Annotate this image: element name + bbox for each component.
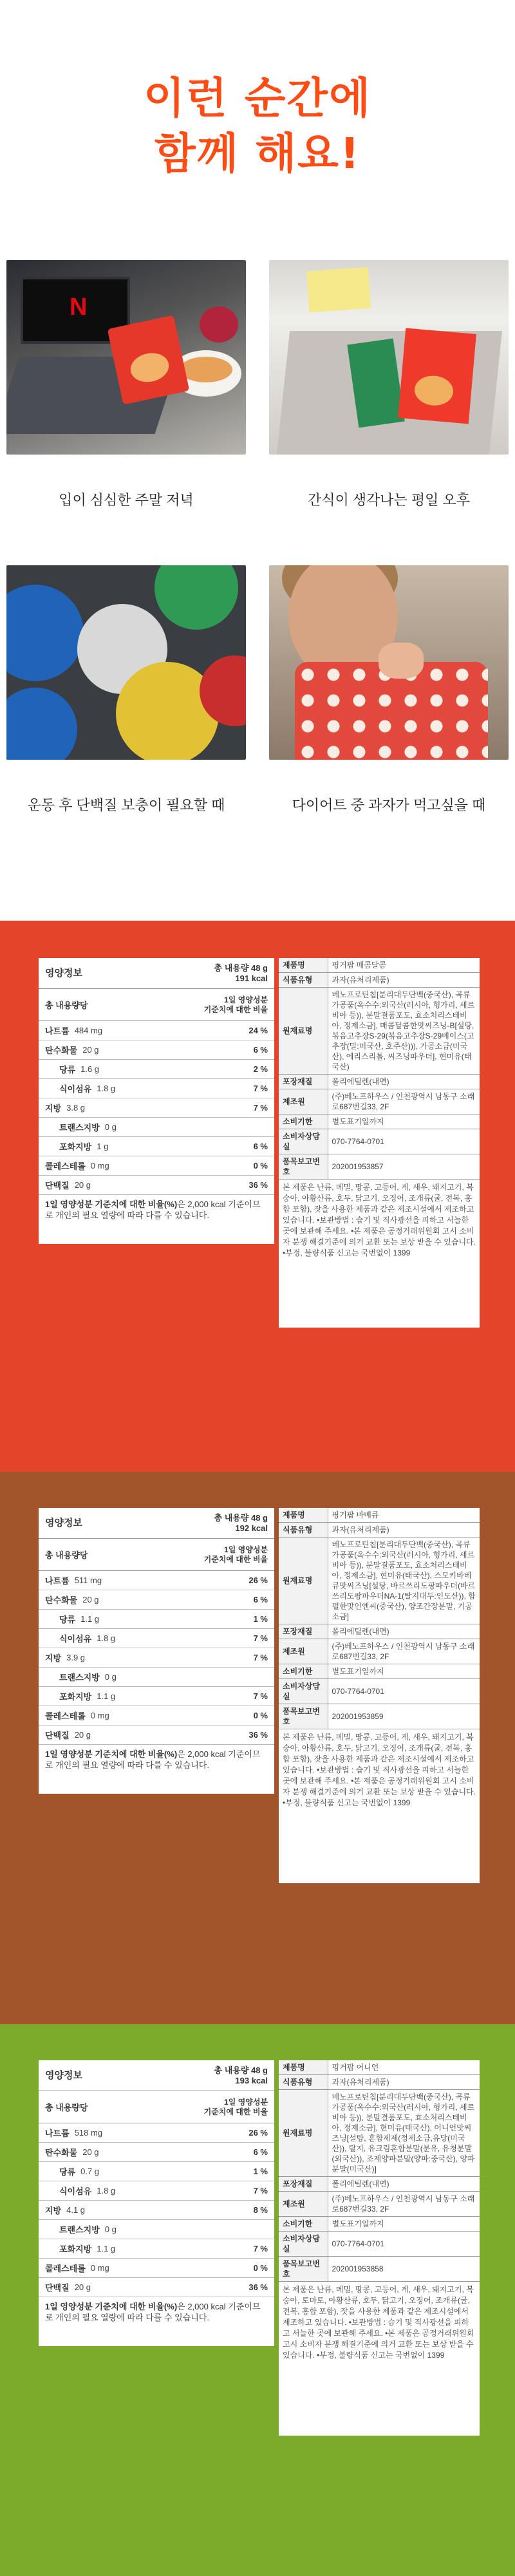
nutrient-row	[39, 1571, 274, 1590]
nutrient-row	[39, 1610, 274, 1629]
product-info-panel	[279, 1508, 480, 1883]
moment-caption: 다이어트 중 과자가 먹고싶을 때	[292, 797, 486, 813]
nutrient-amount: 20 g	[74, 1180, 91, 1190]
info-value: 070-7764-0701	[328, 1679, 480, 1704]
nutrient-percent: 7 %	[253, 1103, 268, 1113]
moment-card-weekend	[6, 260, 246, 565]
nutrient-amount: 3.9 g	[66, 1653, 86, 1662]
nutrient-name: 트랜스지방	[59, 1673, 100, 1682]
nutrient-percent: 7 %	[253, 1691, 268, 1701]
nutrient-amount: 1.8 g	[97, 1084, 116, 1093]
nutrient-name: 트랜스지방	[59, 1123, 100, 1133]
nutrient-name: 단백질	[45, 1731, 70, 1740]
info-row	[279, 1114, 480, 1129]
basis-label: 총 내용량당	[45, 2103, 88, 2112]
product-info-table	[279, 958, 480, 1180]
total-weight: 총 내용량 48 g	[214, 1513, 268, 1523]
product-info-panel	[279, 958, 480, 1328]
info-value: 폴리에틸렌(내면)	[328, 1624, 480, 1639]
nutrient-percent: 26 %	[248, 2128, 268, 2138]
nutrient-amount: 1.8 g	[97, 1633, 116, 1643]
child-cake-photo	[269, 565, 509, 760]
nutrient-percent: 1 %	[253, 1614, 268, 1624]
nutrient-name: 나트륨	[45, 1576, 70, 1586]
nutrient-row	[39, 1687, 274, 1706]
nutrition-basis-row	[39, 989, 274, 1021]
nutrient-amount: 0 g	[104, 1672, 117, 1682]
info-value: 폴리에틸렌(내면)	[328, 2177, 480, 2192]
info-key: 소비기한	[279, 1114, 328, 1129]
nutrient-row	[39, 1668, 274, 1687]
moment-caption: 입이 심심한 주말 저녁	[59, 492, 194, 508]
moments-title-line1: 이런 순간에	[144, 73, 371, 123]
nutrient-name: 트랜스지방	[59, 2225, 100, 2235]
info-value: 핑거팝 바베큐	[328, 1508, 480, 1523]
product-info-table	[279, 2060, 480, 2282]
nutrient-name: 콜레스테롤	[45, 1161, 86, 1171]
nutrient-row	[39, 2220, 274, 2239]
info-value: 핑거팝 매콤달콤	[328, 958, 480, 973]
info-row	[279, 2232, 480, 2257]
sticky-note	[306, 267, 371, 313]
info-row	[279, 2060, 480, 2075]
nutrition-title: 영양정보	[45, 1518, 82, 1528]
child-hand	[379, 643, 424, 679]
footnote-bold: 1일 영양성분 기준치에 대한 비율(%)	[45, 2302, 178, 2311]
nutrient-percent: 7 %	[253, 1084, 268, 1093]
nutrient-percent: 0 %	[253, 1161, 268, 1170]
moments-title-line2: 함께 해요!	[154, 129, 361, 178]
nutrient-percent: 7 %	[253, 1633, 268, 1643]
info-row	[279, 1664, 480, 1679]
nutrient-percent: 7 %	[253, 2244, 268, 2253]
info-key: 소비자상담실	[279, 2232, 328, 2257]
nutrition-footnote	[39, 2297, 274, 2327]
moment-card-diet	[269, 565, 509, 870]
nutrient-amount: 3.8 g	[66, 1103, 86, 1113]
nutrient-amount: 1 g	[97, 1142, 109, 1151]
nutrient-name: 식이섬유	[59, 2186, 92, 2196]
product-section-sweet-spicy	[0, 921, 515, 1472]
info-value: (주)베노프하우스 / 인천광역시 남동구 소래로687번길33, 2F	[328, 1639, 480, 1664]
nutrient-row	[39, 1590, 274, 1610]
info-row	[279, 2217, 480, 2232]
nutrient-amount: 1.8 g	[97, 2186, 116, 2195]
info-row	[279, 1154, 480, 1180]
info-row	[279, 2177, 480, 2192]
nutrient-name: 식이섬유	[59, 1084, 92, 1094]
nutrient-row	[39, 1021, 274, 1040]
info-row	[279, 973, 480, 988]
footnote-bold: 1일 영양성분 기준치에 대한 비율(%)	[45, 1749, 178, 1759]
info-row	[279, 1508, 480, 1523]
info-value: 과자(유처리제품)	[328, 2075, 480, 2090]
info-row	[279, 1129, 480, 1154]
info-row	[279, 1704, 480, 1729]
nutrition-title: 영양정보	[45, 968, 82, 979]
nutrient-row	[39, 1040, 274, 1060]
nutrient-amount: 484 mg	[74, 1026, 103, 1035]
info-key: 소비기한	[279, 1664, 328, 1679]
info-value: 070-7764-0701	[328, 2232, 480, 2257]
nutrient-amount: 1.1 g	[97, 2244, 116, 2253]
total-kcal: 191 kcal	[235, 973, 268, 983]
nutrient-row	[39, 1118, 274, 1137]
info-row	[279, 1523, 480, 1537]
nutrient-name: 포화지방	[59, 1692, 92, 1702]
nutrient-row	[39, 2143, 274, 2162]
nutrient-amount: 0 g	[104, 2224, 117, 2234]
info-value: 별도표기일까지	[328, 1114, 480, 1129]
total-kcal: 192 kcal	[235, 1523, 268, 1533]
nutrition-footnote	[39, 1195, 274, 1225]
moment-caption: 운동 후 단백질 보충이 필요할 때	[27, 797, 225, 813]
nutrient-amount: 20 g	[82, 1045, 99, 1055]
nutrient-name: 단백질	[45, 2283, 70, 2293]
nutrition-basis-row	[39, 2091, 274, 2123]
nutrient-percent: 6 %	[253, 1142, 268, 1151]
nutrition-total	[214, 2065, 268, 2086]
info-value: 과자(유처리제품)	[328, 973, 480, 988]
nutrient-name: 탄수화물	[45, 2148, 78, 2158]
netflix-laptop-snack-photo	[6, 260, 246, 455]
moments-title	[0, 71, 515, 182]
basis-label: 총 내용량당	[45, 1001, 88, 1010]
info-key: 소비기한	[279, 2217, 328, 2232]
info-value: 202001953858	[328, 2257, 480, 2282]
nutrient-amount: 20 g	[74, 2282, 91, 2292]
nutrient-row	[39, 2201, 274, 2220]
info-row	[279, 2257, 480, 2282]
basis-label: 총 내용량당	[45, 1550, 88, 1560]
info-row	[279, 1639, 480, 1664]
info-row	[279, 1089, 480, 1114]
footnote-text: 은 2,000 kcal 기준이므로 개인의 필요 열량에 따라 다를 수 있습니다.	[45, 1199, 261, 1220]
nutrient-name: 당류	[59, 1065, 76, 1075]
nutrient-row	[39, 1648, 274, 1668]
info-key: 제품명	[279, 2060, 328, 2075]
nutrient-amount: 1.1 g	[80, 1614, 100, 1624]
nutrient-row	[39, 1137, 274, 1156]
daily-value-label-line1: 1일 영양성분	[224, 2097, 268, 2107]
info-key: 포장재질	[279, 1624, 328, 1639]
info-key: 품목보고번호	[279, 1154, 328, 1180]
weight-plates-photo	[6, 565, 246, 760]
product-info-table	[279, 1508, 480, 1729]
nutrition-basis-row	[39, 1539, 274, 1571]
info-value: 202001953857	[328, 1154, 480, 1180]
nutrient-row	[39, 1725, 274, 1745]
daily-value-label-line1: 1일 영양성분	[224, 1545, 268, 1554]
info-row	[279, 988, 480, 1075]
nutrient-percent: 8 %	[253, 2205, 268, 2215]
green-weight-plate	[154, 565, 238, 630]
nutrient-name: 단백질	[45, 1181, 70, 1190]
product-notice: 본 제품은 난류, 메밀, 땅콩, 고등어, 게, 새우, 돼지고기, 복숭아, 아황산류, 호두, 닭고기, 오징어, 조개류(굴, 전복, 홍합 포함), 잣을 사용한 제품과 같은 제조시설에서 제조하고 있습니다. •보관방법 : 습기 및 직사광선을 피하고 서늘한 곳에 보관해 주세요. •본 제품은 공정거래위원회 고시 소비자 분쟁 해결기준에 의거 교환 또는 보상 받을 수 있습니다. •부정, 불량식품 신고는 국번없이 1399	[283, 1183, 476, 1257]
nutrient-row	[39, 2259, 274, 2278]
info-key: 식품유형	[279, 2075, 328, 2090]
nutrient-amount: 20 g	[74, 1730, 91, 1740]
nutrient-name: 식이섬유	[59, 1634, 92, 1644]
info-key: 식품유형	[279, 973, 328, 988]
daily-value-label-line2: 기준치에 대한 비율	[203, 1004, 268, 1014]
nutrient-percent: 36 %	[248, 1180, 268, 1190]
total-weight: 총 내용량 48 g	[214, 963, 268, 973]
nutrient-percent: 36 %	[248, 2282, 268, 2292]
nutrient-name: 당류	[59, 2167, 76, 2177]
nutrient-name: 나트륨	[45, 1026, 70, 1036]
nutrition-facts-panel	[39, 958, 274, 1244]
info-value: 핑거팝 어니언	[328, 2060, 480, 2075]
info-value: 별도표기일까지	[328, 2217, 480, 2232]
nutrient-amount: 1.6 g	[80, 1064, 100, 1074]
nutrient-name: 콜레스테롤	[45, 1711, 86, 1721]
nutrition-header	[39, 2060, 274, 2091]
info-key: 제조원	[279, 2192, 328, 2217]
info-row	[279, 1537, 480, 1624]
nutrient-row	[39, 2278, 274, 2297]
info-value: 과자(유처리제품)	[328, 1523, 480, 1537]
cup-icon	[200, 306, 238, 343]
info-row	[279, 2075, 480, 2090]
nutrient-row	[39, 1156, 274, 1176]
info-key: 소비자상담실	[279, 1129, 328, 1154]
nutrient-name: 지방	[45, 1104, 62, 1113]
nutrient-percent: 6 %	[253, 1045, 268, 1055]
nutrient-row	[39, 1629, 274, 1648]
info-value: 베노프로틴칩[분리대두단백(중국산), 곡류가공품(옥수수:외국산(러시아, 헝가리, 세르비아 등)), 분말결품포도, 효소처리스테비아, 정제소금], 현미유(태국산), 어니언맛씨즈닝[설탕, 혼합제제(정제소금,유당(미국산)), 탈지, 유크림혼합분말(분유, 유청분말(외국산)), 조제양파분말(양파:중국산), 양파분말(미국산)]	[328, 2090, 480, 2177]
info-value: 별도표기일까지	[328, 1664, 480, 1679]
product-section-onion	[0, 2024, 515, 2576]
moment-caption: 간식이 생각나는 평일 오후	[307, 492, 471, 508]
nutrient-row	[39, 2123, 274, 2143]
nutrient-amount: 1.1 g	[97, 1691, 116, 1701]
nutrient-percent: 1 %	[253, 2167, 268, 2176]
nutrient-row	[39, 2181, 274, 2201]
nutrient-percent: 0 %	[253, 2263, 268, 2273]
nutrition-header	[39, 1508, 274, 1539]
nutrient-percent: 26 %	[248, 1575, 268, 1585]
nutrient-row	[39, 2162, 274, 2181]
nutrition-title: 영양정보	[45, 2070, 82, 2081]
moments-grid	[6, 260, 509, 870]
office-drawer-snack-photo	[269, 260, 509, 455]
red-snack-pack	[398, 328, 476, 424]
nutrition-facts-panel	[39, 2060, 274, 2346]
info-key: 포장재질	[279, 2177, 328, 2192]
nutrient-percent: 2 %	[253, 1064, 268, 1074]
moment-card-weekday	[269, 260, 509, 565]
info-key: 소비자상담실	[279, 1679, 328, 1704]
info-key: 식품유형	[279, 1523, 328, 1537]
info-row	[279, 1679, 480, 1704]
daily-value-label	[204, 995, 268, 1015]
nutrient-name: 지방	[45, 1653, 62, 1663]
nutrient-percent: 6 %	[253, 2147, 268, 2157]
nutrient-amount: 4.1 g	[66, 2205, 86, 2215]
nutrition-header	[39, 958, 274, 989]
nutrient-percent: 7 %	[253, 1653, 268, 1662]
daily-value-label	[204, 1545, 268, 1565]
moment-card-workout	[6, 565, 246, 870]
nutrient-row	[39, 2239, 274, 2259]
info-key: 원재료명	[279, 988, 328, 1075]
nutrient-row	[39, 1706, 274, 1725]
info-value: 폴리에틸렌(내면)	[328, 1075, 480, 1089]
nutrition-total	[214, 963, 268, 984]
nutrient-percent: 36 %	[248, 1730, 268, 1740]
nutrient-name: 탄수화물	[45, 1595, 78, 1605]
nutrient-amount: 20 g	[82, 1595, 99, 1604]
info-value: 베노프로틴칩[분리대두단백(중국산), 곡류가공품(옥수수:외국산(러시아, 헝가리, 세르비아 등)), 분말결품포도, 효소처리스테비아, 정제소금], 매콤달콤한맛씨즈닝-B[설탕, 볶음고추장S-29(볶음고추장S-29베이스(고추장(밀:미국산, 호주산))), 가공소금(미국산), 에리스리톨, 씨즈닝파우더], 현미유(태국산)	[328, 988, 480, 1075]
nutrient-name: 나트륨	[45, 2129, 70, 2138]
footnote-bold: 1일 영양성분 기준치에 대한 비율(%)	[45, 1199, 178, 1209]
nutrient-amount: 0 g	[104, 1122, 117, 1132]
nutrition-total	[214, 1513, 268, 1534]
info-key: 포장재질	[279, 1075, 328, 1089]
info-row	[279, 2192, 480, 2217]
total-weight: 총 내용량 48 g	[214, 2065, 268, 2075]
footnote-text: 은 2,000 kcal 기준이므로 개인의 필요 열량에 따라 다를 수 있습니다.	[45, 2302, 261, 2322]
nutrient-percent: 6 %	[253, 1595, 268, 1604]
nutrient-percent: 24 %	[248, 1026, 268, 1035]
info-row	[279, 1075, 480, 1089]
info-key: 품목보고번호	[279, 1704, 328, 1729]
nutrient-amount: 0 mg	[90, 1711, 109, 1720]
info-value: (주)베노프하우스 / 인천광역시 남동구 소래로687번길33, 2F	[328, 2192, 480, 2217]
nutrient-amount: 511 mg	[74, 1575, 102, 1585]
info-value: 070-7764-0701	[328, 1129, 480, 1154]
info-row	[279, 958, 480, 973]
nutrient-row	[39, 1098, 274, 1118]
blue-weight-plate	[6, 585, 84, 681]
nutrient-name: 탄수화물	[45, 1046, 78, 1055]
nutrient-row	[39, 1060, 274, 1079]
info-key: 제조원	[279, 1639, 328, 1664]
moments-section	[0, 0, 515, 883]
nutrient-amount: 518 mg	[74, 2128, 103, 2138]
nutrient-amount: 20 g	[82, 2147, 99, 2157]
info-key: 제품명	[279, 1508, 328, 1523]
info-key: 원재료명	[279, 1537, 328, 1624]
total-kcal: 193 kcal	[235, 2076, 268, 2085]
nutrient-amount: 0 mg	[90, 1161, 109, 1170]
nutrient-row	[39, 1079, 274, 1098]
nutrient-amount: 0.7 g	[80, 2167, 100, 2176]
daily-value-label	[204, 2098, 268, 2117]
info-key: 제품명	[279, 958, 328, 973]
nutrient-row	[39, 1176, 274, 1195]
nutrition-facts-panel	[39, 1508, 274, 1794]
product-notice: 본 제품은 난류, 메밀, 땅콩, 고등어, 게, 새우, 돼지고기, 복숭아, 토마토, 아황산류, 호두, 닭고기, 오징어, 조개류(굴, 전복, 홍합 포함), 잣을 사용한 제품과 같은 제조시설에서 제조하고 있습니다. •보관방법 : 습기 및 직사광선을 피하고 서늘한 곳에 보관해 주세요. •본 제품은 공정거래위원회 고시 소비자 분쟁 해결기준에 의거 교환 또는 보상 받을 수 있습니다. •부정, 불량식품 신고는 국번없이 1399	[283, 2285, 474, 2360]
nutrition-footnote	[39, 1745, 274, 1774]
footnote-text: 은 2,000 kcal 기준이므로 개인의 필요 열량에 따라 다를 수 있습니다.	[45, 1749, 261, 1770]
info-key: 품목보고번호	[279, 2257, 328, 2282]
nutrient-percent: 7 %	[253, 2186, 268, 2195]
info-value: (주)베노프하우스 / 인천광역시 남동구 소래로687번길33, 2F	[328, 1089, 480, 1114]
info-key: 원재료명	[279, 2090, 328, 2177]
info-row	[279, 1624, 480, 1639]
nutrient-name: 지방	[45, 2206, 62, 2215]
blue-weight-plate	[6, 688, 77, 760]
daily-value-label-line1: 1일 영양성분	[224, 995, 268, 1004]
netflix-logo-icon: N	[70, 294, 88, 321]
daily-value-label-line2: 기준치에 대한 비율	[203, 1554, 268, 1564]
nutrient-name: 포화지방	[59, 2244, 92, 2254]
info-value: 202001953859	[328, 1704, 480, 1729]
info-value: 베노프로틴칩[분리대두단백(중국산), 곡류가공품(옥수수:외국산(러시아, 헝가리, 세르비아 등)), 분말결품포도, 효소처리스테비아, 정제소금], 현미유(태국산), 스모키바베큐맛씨즈닝[설탕, 바르쓰리도팡파우더(바르쓰리도팡파우더NA-1(탈지대두:인도산)), 합펄한맛인엔씨(중국산), 양조간장분말, 기공소금]	[328, 1537, 480, 1624]
info-key: 제조원	[279, 1089, 328, 1114]
nutrient-percent: 0 %	[253, 1711, 268, 1720]
daily-value-label-line2: 기준치에 대한 비율	[203, 2107, 268, 2116]
nutrient-name: 당류	[59, 1615, 76, 1624]
info-row	[279, 2090, 480, 2177]
product-info-panel	[279, 2060, 480, 2436]
product-notice: 본 제품은 난류, 메밀, 땅콩, 고등어, 게, 새우, 돼지고기, 복숭아, 아황산류, 호두, 닭고기, 오징어, 조개류(굴, 전복, 홍합 포함), 잣을 사용한 제품과 같은 제조시설에서 제조하고 있습니다. •보관방법 : 습기 및 직사광선을 피하고 서늘한 곳에 보관해 주세요. •본 제품은 공정거래위원회 고시 소비자 분쟁 해결기준에 의거 교환 또는 보상 받을 수 있습니다. •부정, 불량식품 신고는 국번없이 1399	[283, 1733, 476, 1807]
nutrient-name: 포화지방	[59, 1142, 92, 1152]
nutrient-name: 콜레스테롤	[45, 2264, 86, 2273]
nutrient-amount: 0 mg	[90, 2263, 109, 2273]
product-section-barbecue	[0, 1472, 515, 2024]
